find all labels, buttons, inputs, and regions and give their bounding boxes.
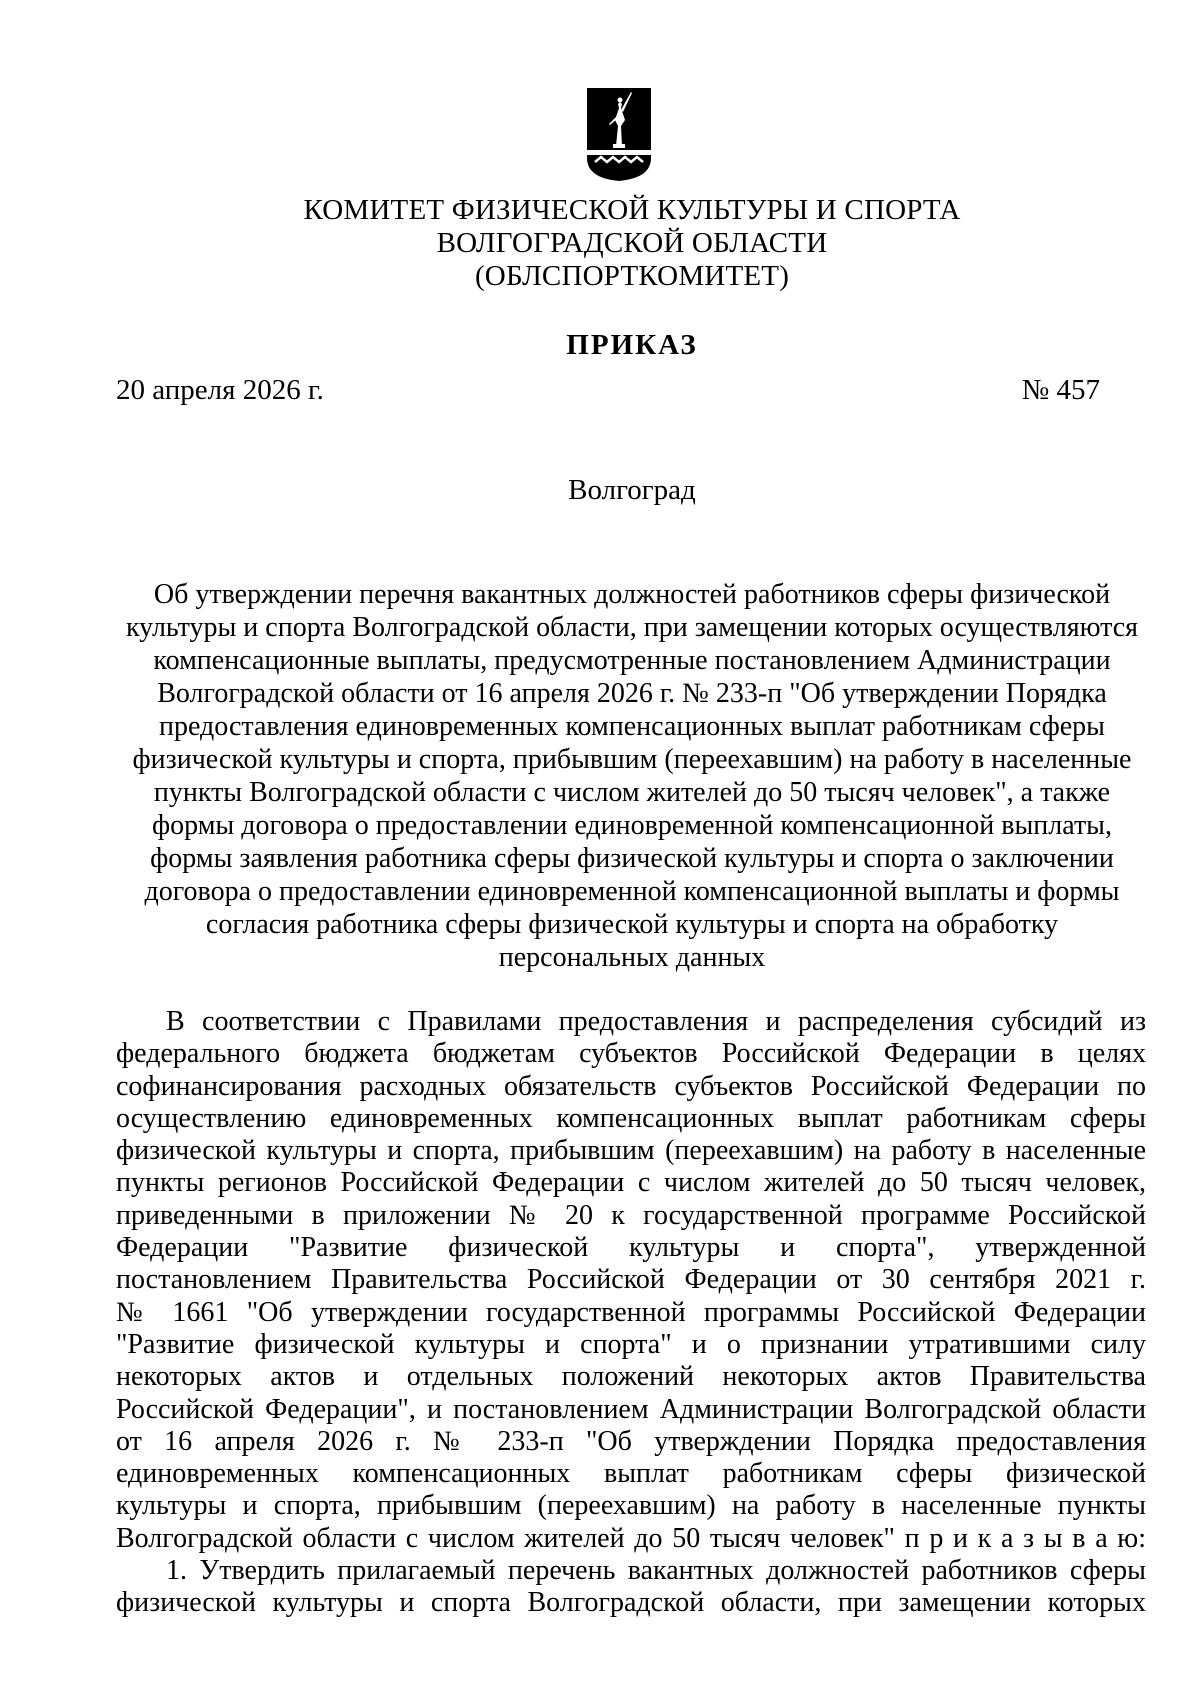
body-line: "Развитие физической культуры и спорта" и о признании утратившими силу: [116, 1328, 1146, 1360]
organization-region-line: ВОЛГОГРАДСКОЙ ОБЛАСТИ: [436, 227, 828, 259]
body-line: культуры и спорта, прибывшим (переехавшим) на работу в населенные пункты: [116, 1490, 1146, 1522]
body-line: пункты регионов Российской Федерации с числом жителей до 50 тысяч человек,: [116, 1167, 1146, 1199]
title-line: персональных данных: [498, 942, 766, 973]
document-number: № 457: [1021, 374, 1100, 406]
title-line: договора о предоставлении единовременной компенсационной выплаты и формы: [144, 876, 1120, 907]
numbered-item-line: физической культуры и спорта Волгоградской области, при замещении которых: [116, 1587, 1146, 1619]
organization-header: [0, 194, 1200, 293]
title-line: культуры и спорта Волгоградской области, при замещении которых осуществляются: [125, 612, 1139, 643]
title-line: Об утверждении перечня вакантных должностей работников сферы физической: [153, 579, 1111, 610]
title-line: формы договора о предоставлении единовременной компенсационной выплаты,: [151, 810, 1112, 841]
title-line: согласия работника сферы физической культуры и спорта на обработку: [205, 909, 1059, 940]
body-line: В соответствии с Правилами предоставления и распределения субсидий из: [166, 1006, 1146, 1037]
document-date: 20 апреля 2026 г.: [116, 374, 324, 406]
document-body: [116, 1006, 1146, 1620]
document-type: ПРИКАЗ: [566, 329, 698, 361]
body-line: Волгоградской области с числом жителей до 50 тысяч человек" п р и к а з ы в а ю:: [116, 1522, 1146, 1554]
title-line: пункты Волгоградской области с числом жителей до 50 тысяч человек", а также: [153, 777, 1111, 808]
body-line: Федерации "Развитие физической культуры и спорта", утвержденной: [116, 1232, 1146, 1264]
body-line: федерального бюджета бюджетам субъектов Российской Федерации в целях: [116, 1038, 1146, 1070]
title-line: физической культуры и спорта, прибывшим (переехавшим) на работу в населенные: [132, 744, 1132, 775]
title-line: Волгоградской области от 16 апреля 2026 г. № 233-п "Об утверждении Порядка: [157, 678, 1107, 709]
title-line: компенсационные выплаты, предусмотренные постановлением Администрации: [153, 645, 1111, 676]
numbered-item-line: 1. Утвердить прилагаемый перечень вакантных должностей работников сферы: [166, 1555, 1146, 1587]
title-line: предоставления единовременных компенсационных выплат работникам сферы: [159, 711, 1105, 742]
organization-abbreviation: (ОБЛСПОРТКОМИТЕТ): [474, 260, 790, 292]
title-line: формы заявления работника сферы физической культуры и спорта о заключении: [150, 843, 1114, 874]
body-line: некоторых актов и отдельных положений некоторых актов Правительства: [116, 1361, 1146, 1393]
body-line: Российской Федерации", и постановлением Администрации Волгоградской области: [116, 1393, 1146, 1425]
document-title: [0, 578, 1200, 974]
body-line: от 16 апреля 2026 г. № 233-п "Об утверждении Порядка предоставления: [116, 1425, 1146, 1457]
organization-name-line: КОМИТЕТ ФИЗИЧЕСКОЙ КУЛЬТУРЫ И СПОРТА: [303, 194, 961, 226]
body-line: софинансирования расходных обязательств субъектов Российской Федерации по: [116, 1070, 1146, 1102]
body-line: № 1661 "Об утверждении государственной программы Российской Федерации: [116, 1296, 1146, 1328]
body-line: приведенными в приложении № 20 к государственной программе Российской: [116, 1199, 1146, 1231]
body-line: постановлением Правительства Российской Федерации от 30 сентября 2021 г.: [116, 1264, 1146, 1296]
volgograd-coat-of-arms-icon: [585, 86, 653, 182]
document-city: Волгоград: [568, 474, 696, 506]
body-line: осуществлению единовременных компенсационных выплат работникам сферы: [116, 1102, 1146, 1134]
body-line: физической культуры и спорта, прибывшим (переехавшим) на работу в населенные: [116, 1135, 1146, 1167]
body-line: единовременных компенсационных выплат работникам сферы физической: [116, 1458, 1146, 1490]
